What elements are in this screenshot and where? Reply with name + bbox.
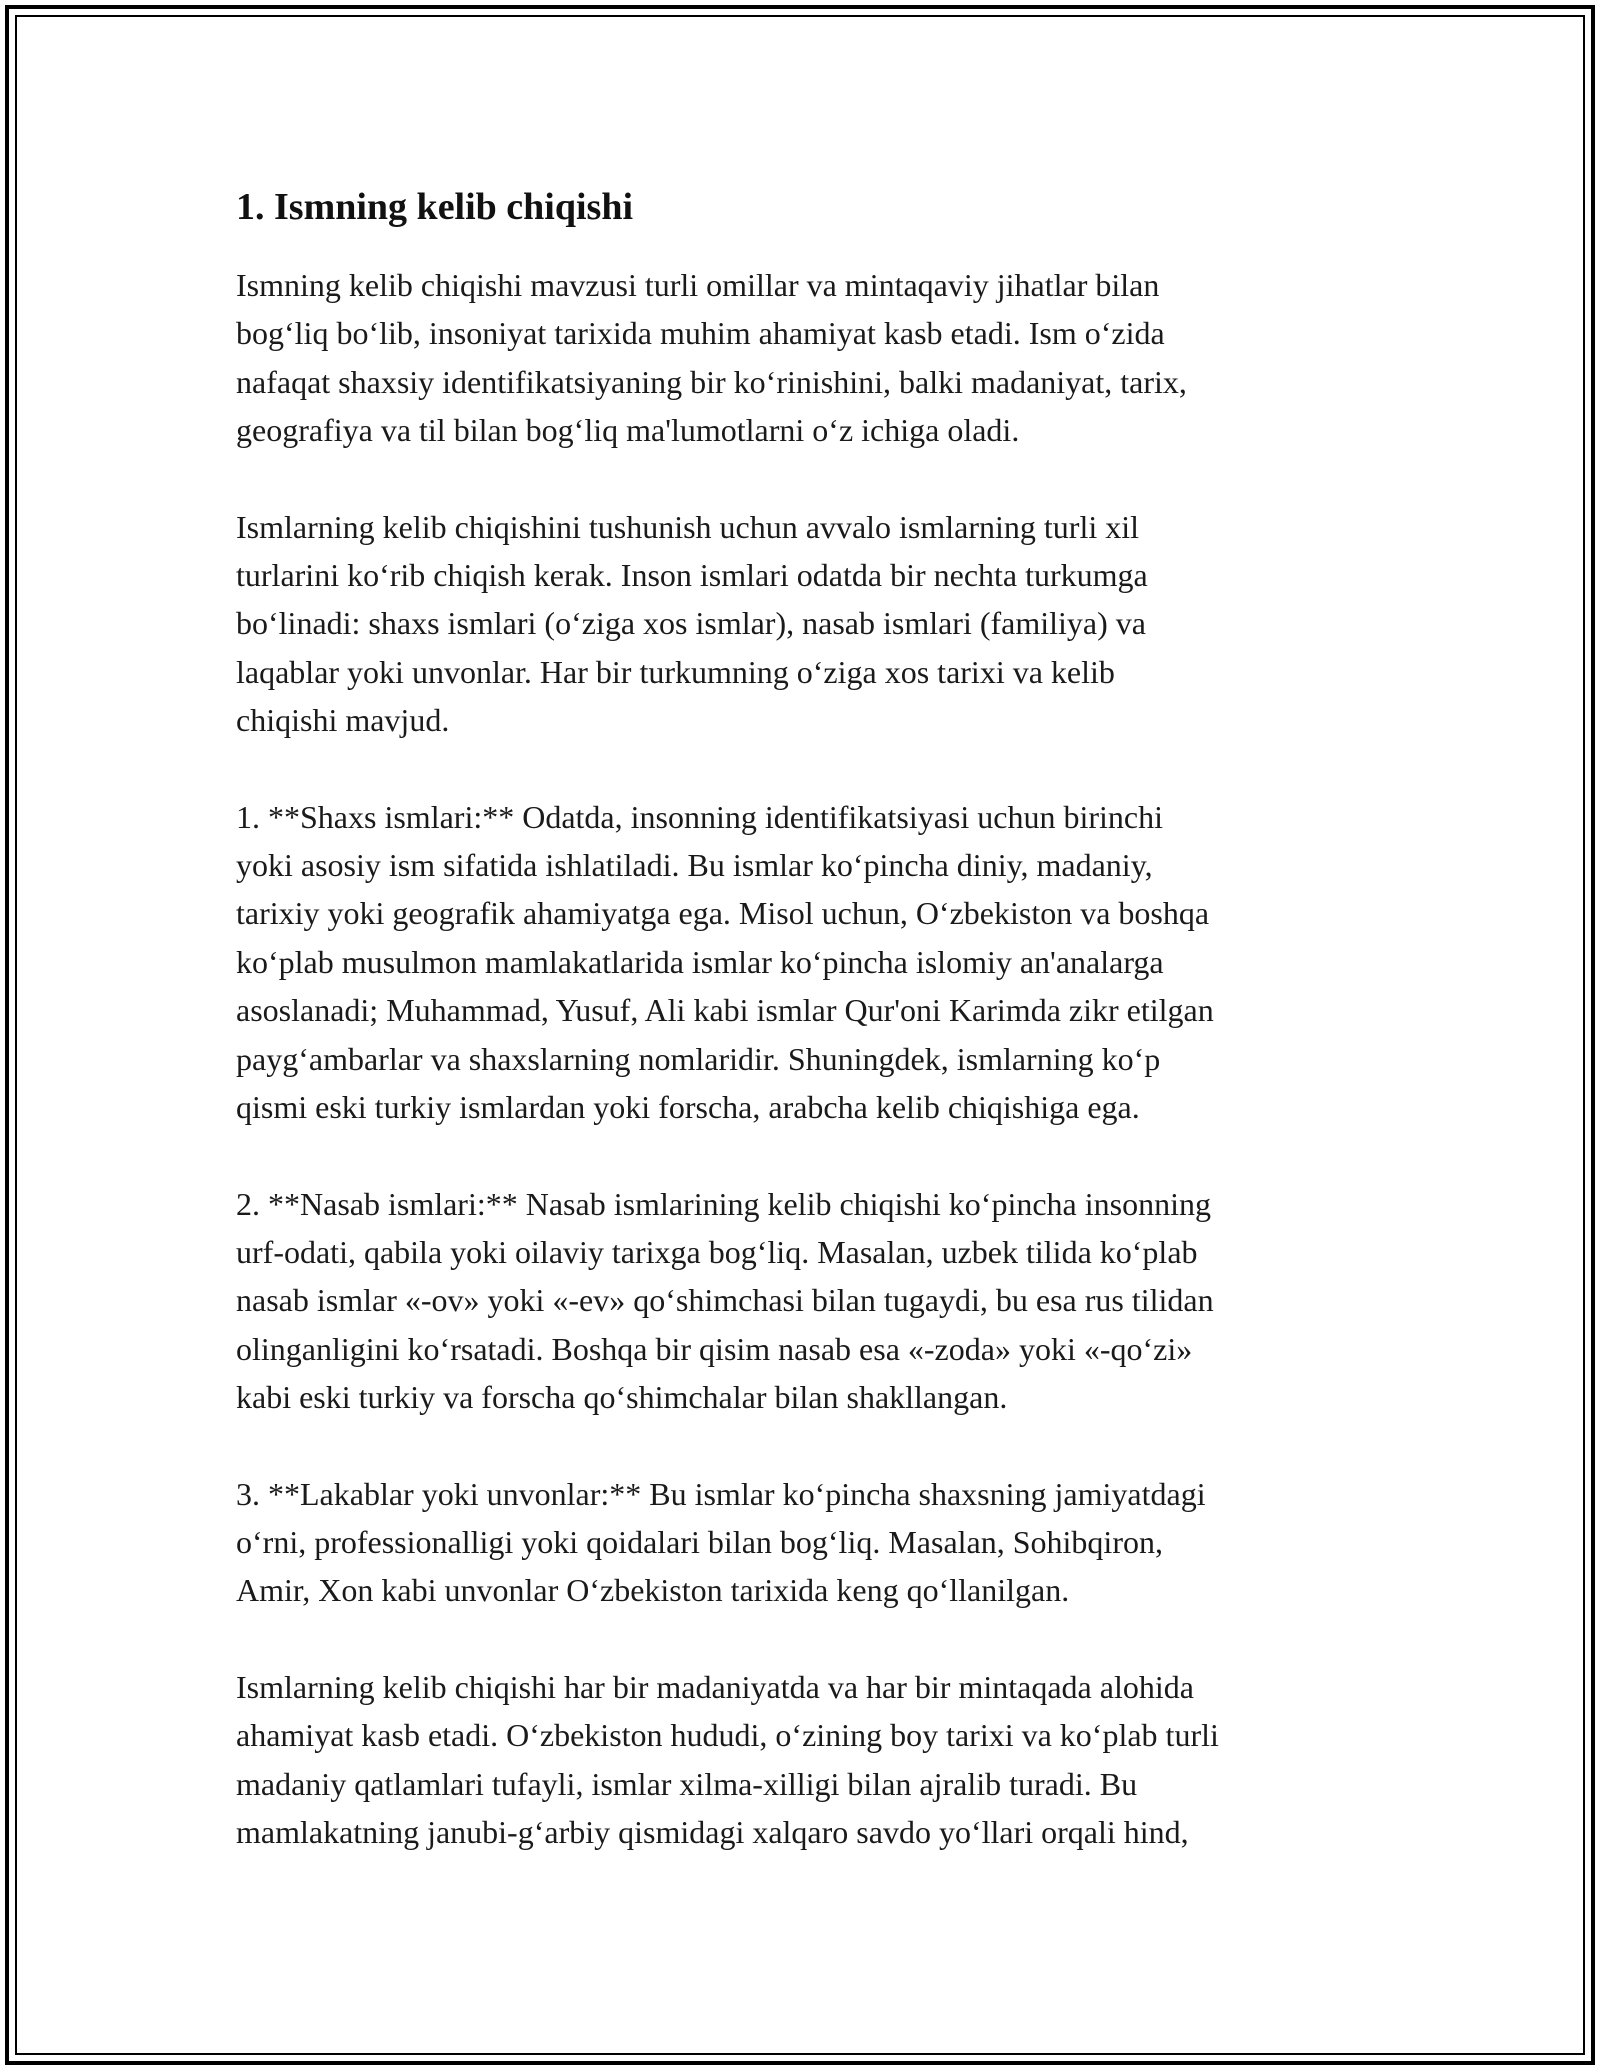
paragraph-line: 3. **Lakablar yoki unvonlar:** Bu ismlar ko‘pincha shaxsning jamiyatdagi bbox=[236, 1475, 1206, 1512]
paragraph-line: yoki asosiy ism sifatida ishlatiladi. Bu ismlar ko‘pincha diniy, madaniy, bbox=[236, 847, 1153, 884]
paragraph-line: Ismning kelib chiqishi mavzusi turli omillar va mintaqaviy jihatlar bilan bbox=[236, 267, 1160, 303]
section-heading: 1. Ismning kelib chiqishi bbox=[236, 186, 634, 228]
paragraph-line: asoslanadi; Muhammad, Yusuf, Ali kabi ismlar Qur'oni Karimda zikr etilgan bbox=[236, 992, 1214, 1029]
paragraph bbox=[236, 793, 1376, 1132]
paragraph-line: qismi eski turkiy ismlardan yoki forscha, arabcha kelib chiqishiga ega. bbox=[236, 1089, 1140, 1126]
paragraph-line: Amir, Xon kabi unvonlar O‘zbekiston tarixida keng qo‘llanilgan. bbox=[236, 1572, 1070, 1609]
paragraph-line: o‘rni, professionalligi yoki qoidalari bilan bog‘liq. Masalan, Sohibqiron, bbox=[236, 1523, 1163, 1560]
paragraph-line: tarixiy yoki geografik ahamiyatga ega. Misol uchun, O‘zbekiston va boshqa bbox=[236, 895, 1210, 932]
paragraph bbox=[236, 261, 1376, 455]
paragraph-line: payg‘ambarlar va shaxslarning nomlaridir. Shuningdek, ismlarning ko‘p bbox=[236, 1040, 1161, 1077]
paragraph-container bbox=[236, 261, 1376, 1856]
paragraph-line: Ismlarning kelib chiqishi har bir madaniyatda va har bir mintaqada alohida bbox=[236, 1668, 1194, 1705]
paragraph-line: Ismlarning kelib chiqishini tushunish uchun avvalo ismlarning turli xil bbox=[236, 508, 1140, 545]
paragraph-line: ahamiyat kasb etadi. O‘zbekiston hududi, o‘zining boy tarixi va ko‘plab turli bbox=[236, 1717, 1219, 1754]
paragraph-line: mamlakatning janubi-g‘arbiy qismidagi xalqaro savdo yo‘llari orqali hind, bbox=[236, 1813, 1189, 1850]
paragraph-line: turlarini ko‘rib chiqish kerak. Inson ismlari odatda bir nechta turkumga bbox=[236, 557, 1148, 594]
paragraph-line: laqablar yoki unvonlar. Har bir turkumning o‘ziga xos tarixi va kelib bbox=[236, 653, 1115, 690]
paragraph bbox=[236, 1470, 1376, 1615]
paragraph-line: bo‘linadi: shaxs ismlari (o‘ziga xos ismlar), nasab ismlari (familiya) va bbox=[236, 605, 1146, 642]
paragraph-line: kabi eski turkiy va forscha qo‘shimchalar bilan shakllangan. bbox=[236, 1379, 1008, 1416]
document-body bbox=[236, 183, 1376, 1904]
paragraph-line: geografiya va til bilan bog‘liq ma'lumotlarni o‘z ichiga oladi. bbox=[236, 412, 1020, 449]
paragraph-line: 2. **Nasab ismlari:** Nasab ismlarining kelib chiqishi ko‘pincha insonning bbox=[236, 1185, 1211, 1222]
paragraph-line: urf-odati, qabila yoki oilaviy tarixga bog‘liq. Masalan, uzbek tilida ko‘plab bbox=[236, 1233, 1198, 1270]
paragraph-line: nafaqat shaxsiy identifikatsiyaning bir ko‘rinishini, balki madaniyat, tarix, bbox=[236, 363, 1187, 400]
paragraph bbox=[236, 503, 1376, 745]
paragraph-line: 1. **Shaxs ismlari:** Odatda, insonning identifikatsiyasi uchun birinchi bbox=[236, 798, 1163, 835]
paragraph-line: chiqishi mavjud. bbox=[236, 702, 450, 739]
paragraph-line: madaniy qatlamlari tufayli, ismlar xilma-xilligi bilan ajralib turadi. Bu bbox=[236, 1765, 1138, 1802]
paragraph-line: ko‘plab musulmon mamlakatlarida ismlar ko‘pincha islomiy an'analarga bbox=[236, 943, 1164, 980]
paragraph-line: bog‘liq bo‘lib, insoniyat tarixida muhim ahamiyat kasb etadi. Ism o‘zida bbox=[236, 315, 1165, 352]
paragraph bbox=[236, 1663, 1376, 1857]
paragraph-line: nasab ismlar «-ov» yoki «-ev» qo‘shimchasi bilan tugaydi, bu esa rus tilidan bbox=[236, 1282, 1214, 1319]
paragraph-line: olinganligini ko‘rsatadi. Boshqa bir qisim nasab esa «-zoda» yoki «-qo‘zi» bbox=[236, 1330, 1193, 1367]
paragraph bbox=[236, 1180, 1376, 1422]
